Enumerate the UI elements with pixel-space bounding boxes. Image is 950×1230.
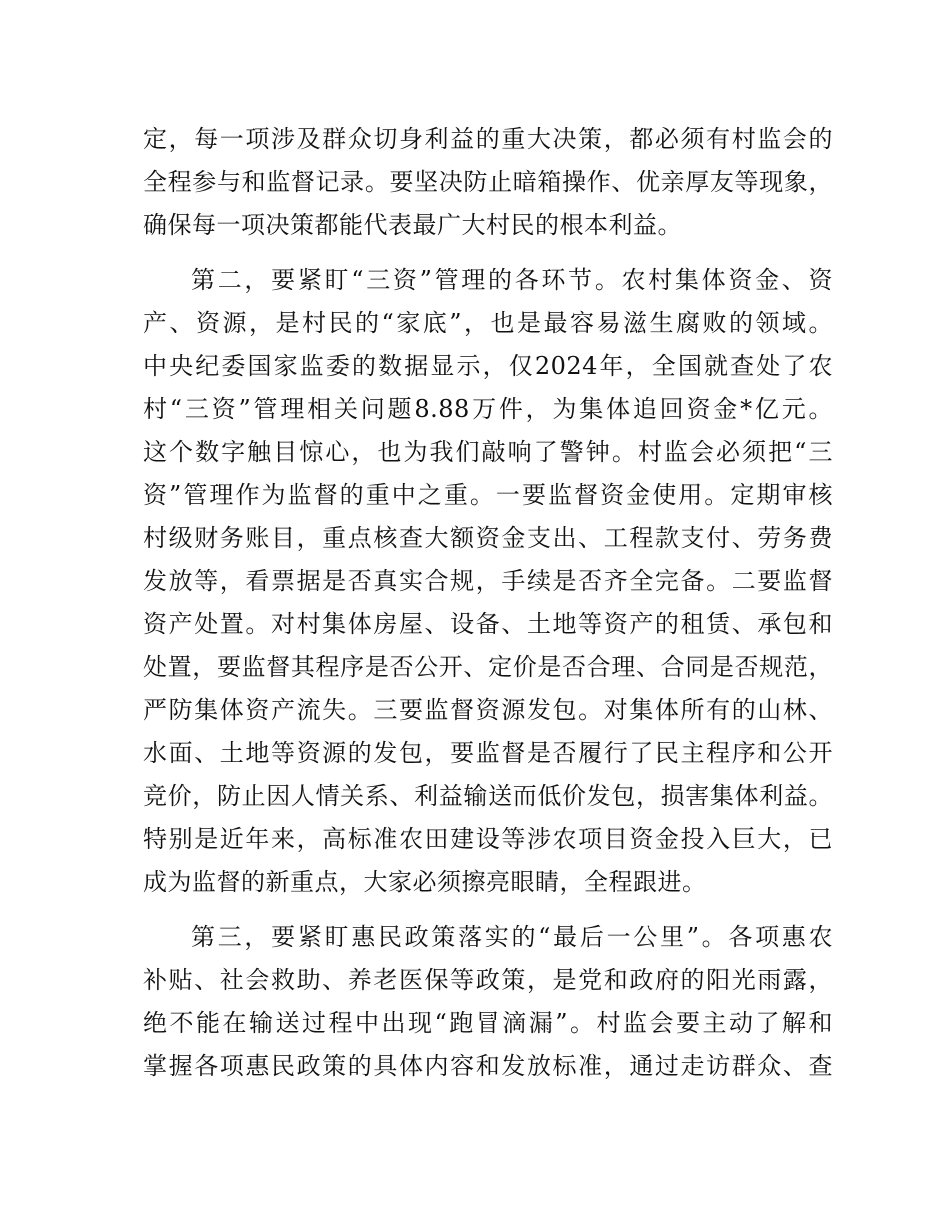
text-line: 水面、土地等资源的发包，要监督是否履行了民主程序和公开 [143, 739, 833, 767]
text-line: 全程参与和监督记录。要坚决防止暗箱操作、优亲厚友等现象， [143, 168, 833, 196]
text-line: 特别是近年来，高标准农田建设等涉农项目资金投入巨大，已 [143, 825, 833, 853]
text-line: 第二，要紧盯“三资”管理的各环节。农村集体资金、资 [191, 266, 833, 294]
text-line: 竞价，防止因人情关系、利益输送而低价发包，损害集体利益。 [143, 782, 833, 810]
text-line: 绝不能在输送过程中出现“跑冒滴漏”。村监会要主动了解和 [143, 1009, 833, 1037]
text-line: 定，每一项涉及群众切身利益的重大决策，都必须有村监会的 [143, 125, 833, 153]
text-line: 村“三资”管理相关问题8.88万件，为集体追回资金*亿元。 [143, 395, 833, 423]
text-line: 资”管理作为监督的重中之重。一要监督资金使用。定期审核 [143, 481, 833, 509]
text-line: 处置，要监督其程序是否公开、定价是否合理、合同是否规范， [143, 653, 833, 681]
paragraph-3 [143, 916, 833, 1088]
text-line: 资产处置。对村集体房屋、设备、土地等资产的租赁、承包和 [143, 610, 833, 638]
text-line: 第三，要紧盯惠民政策落实的“最后一公里”。各项惠农 [191, 923, 833, 951]
paragraph-1 [143, 118, 833, 247]
text-line: 成为监督的新重点，大家必须擦亮眼睛，全程跟进。 [143, 868, 707, 896]
text-line: 确保每一项决策都能代表最广大村民的根本利益。 [143, 211, 682, 239]
text-line: 这个数字触目惊心，也为我们敲响了警钟。村监会必须把“三 [143, 438, 833, 466]
text-line: 发放等，看票据是否真实合规，手续是否齐全完备。二要监督 [143, 567, 833, 595]
body-text [143, 118, 833, 1100]
text-line: 补贴、社会救助、养老医保等政策，是党和政府的阳光雨露， [143, 966, 833, 994]
text-line: 严防集体资产流失。三要监督资源发包。对集体所有的山林、 [143, 696, 833, 724]
text-line: 产、资源，是村民的“家底”，也是最容易滋生腐败的领域。 [143, 309, 833, 337]
text-line: 掌握各项惠民政策的具体内容和发放标准，通过走访群众、查 [143, 1052, 833, 1080]
text-line: 村级财务账目，重点核查大额资金支出、工程款支付、劳务费 [143, 524, 833, 552]
text-line: 中央纪委国家监委的数据显示，仅2024年，全国就查处了农 [143, 352, 833, 380]
paragraph-2 [143, 259, 833, 904]
